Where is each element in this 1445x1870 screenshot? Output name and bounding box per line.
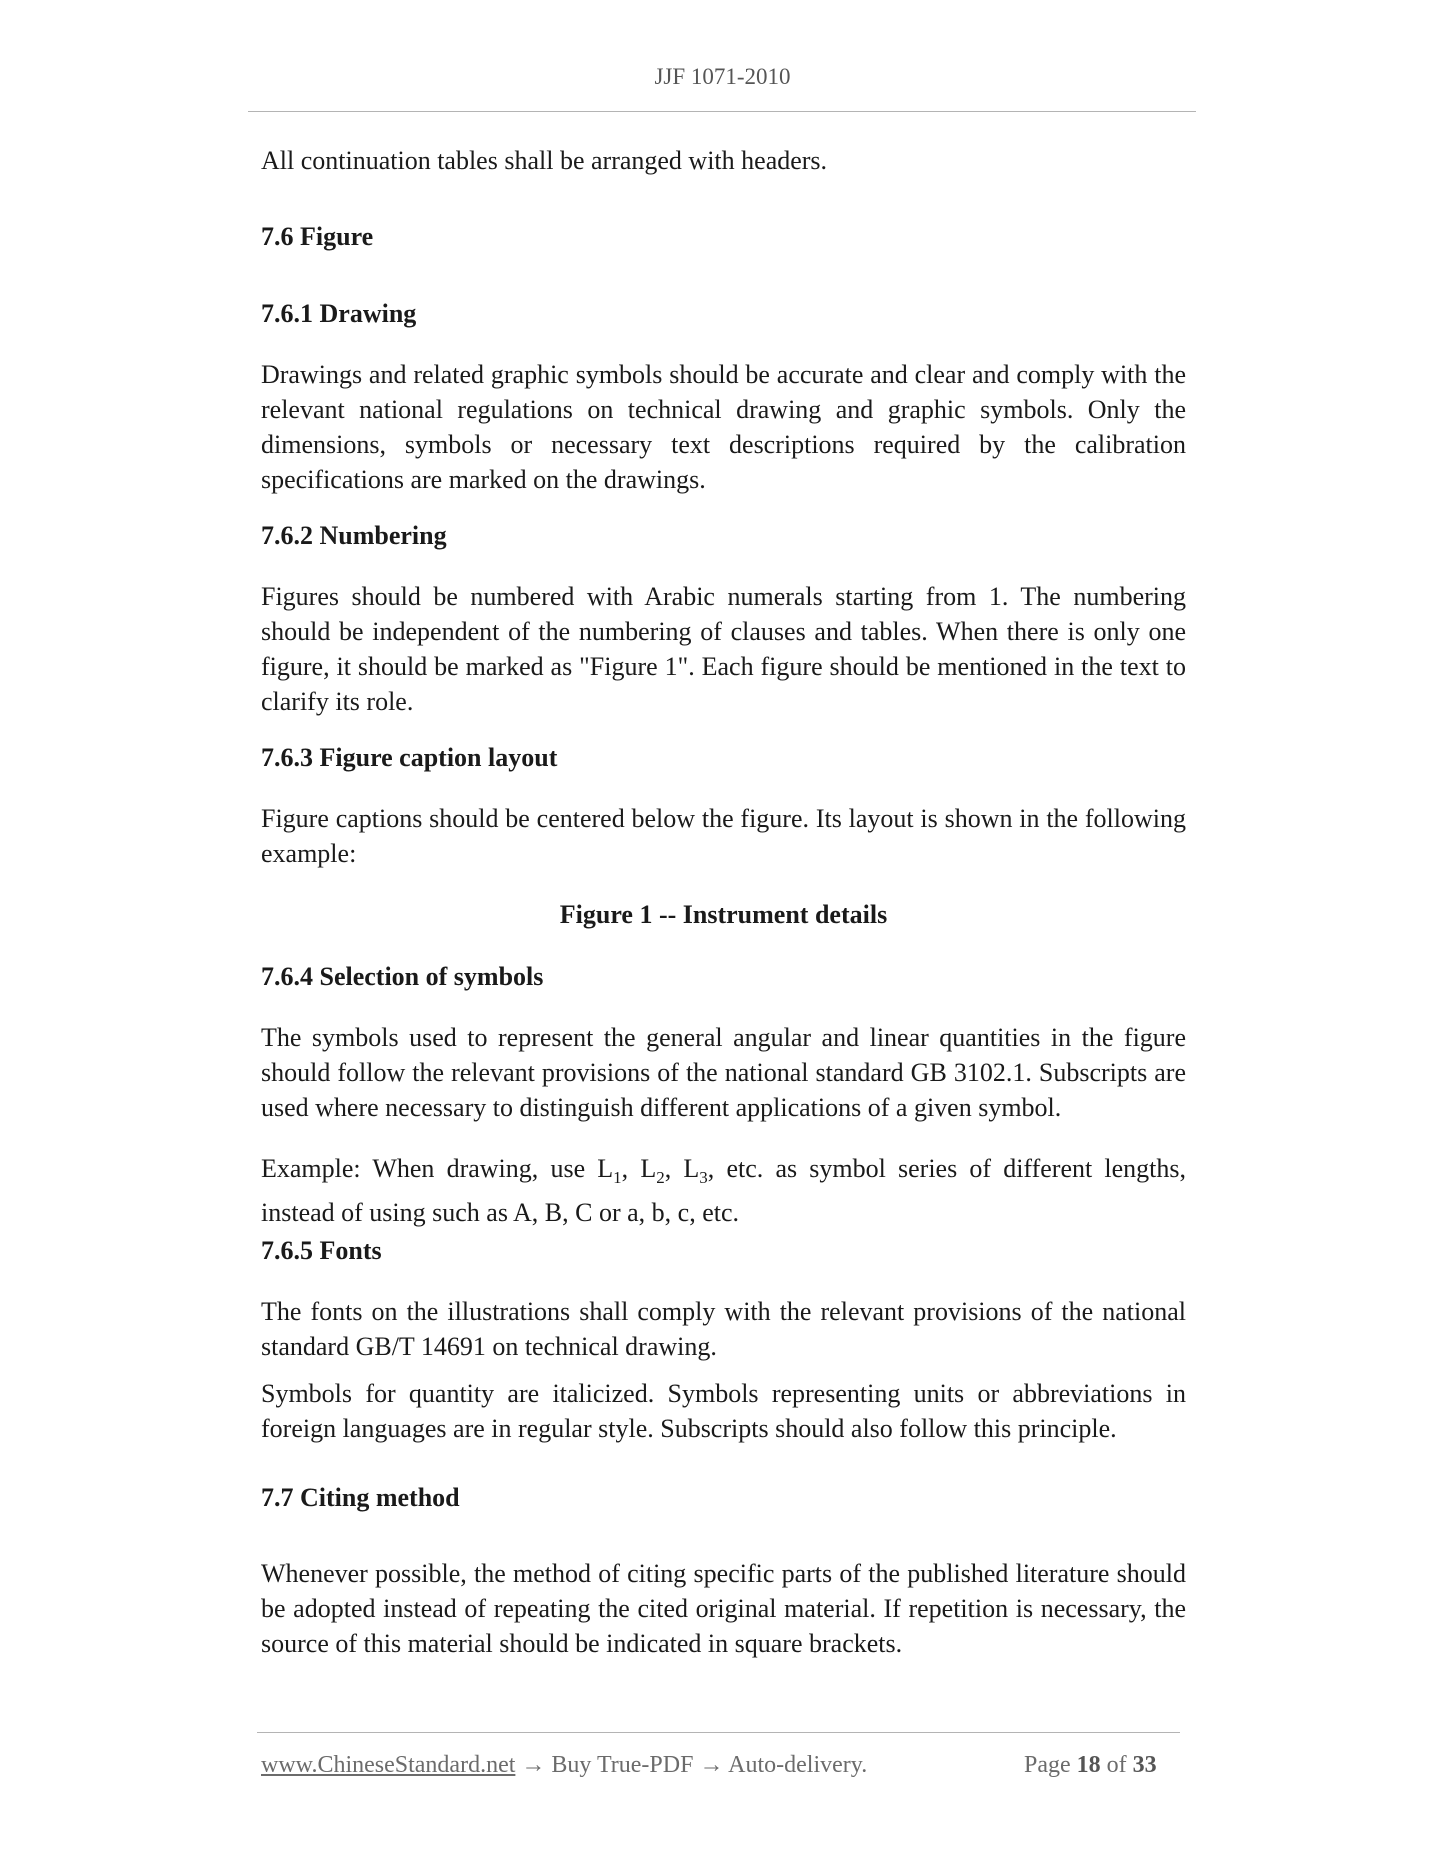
header-divider	[248, 111, 1196, 112]
subscript-3: 3	[699, 1168, 708, 1188]
example-text-4: , etc. as symbol series of different lengths, instead of using such as A, B, C or a, b, c, etc.	[261, 1154, 1187, 1228]
heading-7-6-5: 7.6.5 Fonts	[261, 1236, 382, 1265]
example-text-1: Example: When drawing, use L	[261, 1154, 614, 1183]
example-text-3: , L	[664, 1154, 700, 1183]
paragraph-7-6-1: Drawings and related graphic symbols should be accurate and clear and comply with the relevant national regulations on technical drawing and graphic symbols. Only the dimensions, symbols or necessary text descriptions required by the calibration specifications are marked on the drawings.	[261, 360, 1186, 494]
heading-7-6-1: 7.6.1 Drawing	[261, 299, 417, 328]
page-current: 18	[1076, 1752, 1101, 1778]
paragraph-7-6-3: Figure captions should be centered below the figure. Its layout is shown in the following example:	[261, 804, 1186, 868]
arrow-icon: →	[521, 1752, 546, 1778]
arrow-icon: →	[699, 1752, 724, 1778]
buy-text: Buy True-PDF	[551, 1752, 694, 1778]
heading-7-6-4: 7.6.4 Selection of symbols	[261, 962, 544, 991]
footer-divider	[257, 1732, 1180, 1733]
delivery-text: Auto-delivery.	[728, 1752, 868, 1778]
paragraph-example	[261, 1151, 1186, 1230]
heading-7-6: 7.6 Figure	[261, 222, 374, 251]
document-code-header: JJF 1071-2010	[654, 64, 791, 89]
site-link[interactable]: www.ChineseStandard.net	[261, 1752, 516, 1778]
paragraph-7-7: Whenever possible, the method of citing specific parts of the published literature should be adopted instead of repeating the cited original material. If repetition is necessary, the source of this material should be indicated in square brackets.	[261, 1559, 1186, 1658]
paragraph-7-6-5a: The fonts on the illustrations shall comply with the relevant provisions of the national standard GB/T 14691 on technical drawing.	[261, 1297, 1186, 1361]
paragraph-7-6-4: The symbols used to represent the general angular and linear quantities in the figure should follow the relevant provisions of the national standard GB 3102.1. Subscripts are used where necessary to distinguish different applications of a given symbol.	[261, 1023, 1186, 1122]
page-indicator	[1024, 1752, 1157, 1779]
figure-caption-example: Figure 1 -- Instrument details	[559, 900, 888, 929]
heading-7-6-3: 7.6.3 Figure caption layout	[261, 743, 558, 772]
paragraph-7-6-2: Figures should be numbered with Arabic numerals starting from 1. The numbering should be independent of the numbering of clauses and tables. When there is only one figure, it should be marked as "Figure 1". Each figure should be mentioned in the text to clarify its role.	[261, 582, 1186, 716]
page-label: Page	[1024, 1752, 1071, 1778]
of-label: of	[1106, 1752, 1127, 1778]
footer-links	[261, 1752, 867, 1779]
subscript-1: 1	[613, 1168, 622, 1188]
example-text-2: , L	[621, 1154, 657, 1183]
paragraph-7-6-5b: Symbols for quantity are italicized. Symbols representing units or abbreviations in foreign languages are in regular style. Subscripts should also follow this principle.	[261, 1379, 1186, 1443]
page-total: 33	[1132, 1752, 1157, 1778]
heading-7-6-2: 7.6.2 Numbering	[261, 521, 447, 550]
paragraph-continuation: All continuation tables shall be arranged with headers.	[261, 146, 828, 175]
heading-7-7: 7.7 Citing method	[261, 1483, 460, 1512]
subscript-2: 2	[656, 1168, 665, 1188]
